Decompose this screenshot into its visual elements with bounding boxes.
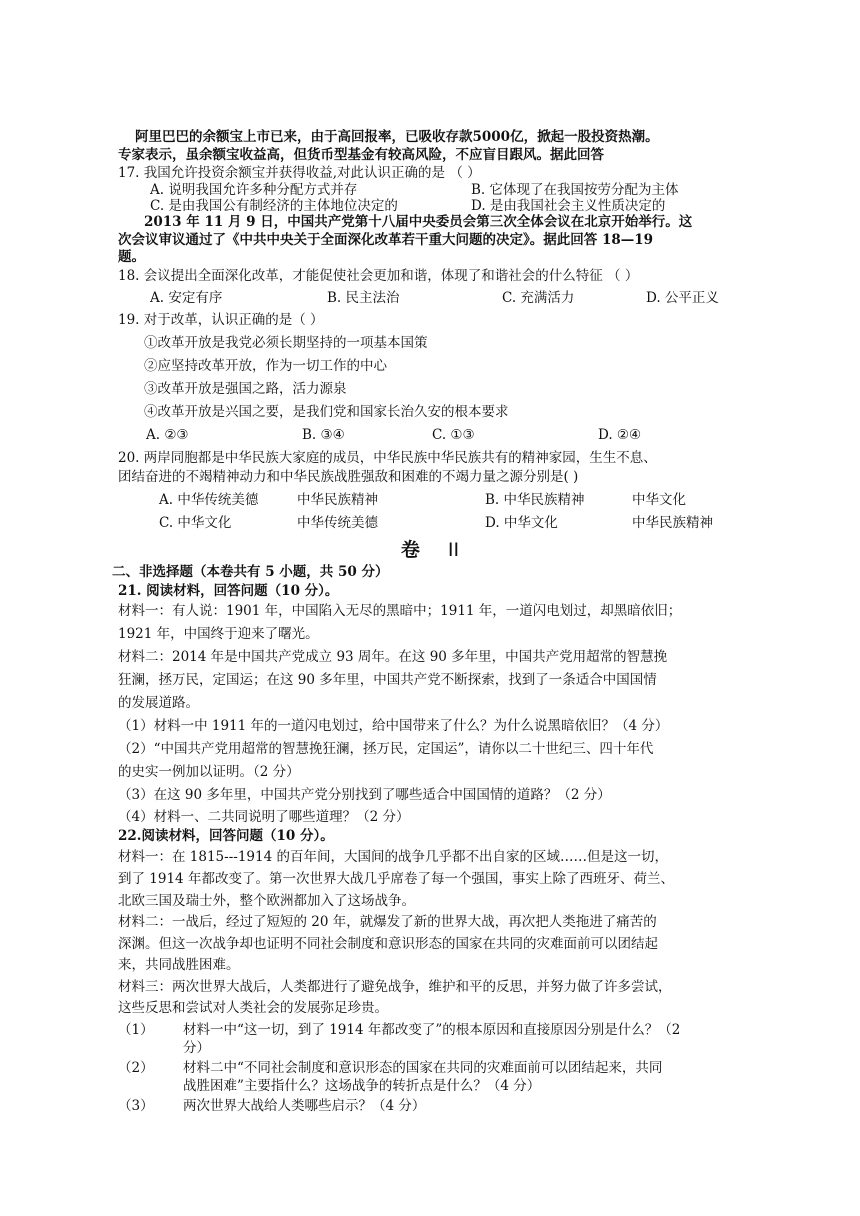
question-22-part-3-line-1: 两次世界大战给人类哪些启示？（4 分） xyxy=(183,1098,426,1114)
intro-passage-2-line-3: 题。 xyxy=(118,249,145,265)
question-21-part-3: （3）在这 90 多年里，中国共产党分别找到了哪些适合中国国情的道路？（2 分） xyxy=(118,787,611,803)
question-21-part-1: （1）材料一中 1911 年的一道闪电划过，给中国带来了什么？为什么说黑暗依旧？（4 分） xyxy=(118,718,669,734)
question-21-material-2-line-3: 的发展道路。 xyxy=(118,695,199,711)
intro-passage-1-line-1: 阿里巴巴的余额宝上市已来，由于高回报率，已吸收存款5000亿，掀起一股投资热潮。 xyxy=(135,129,659,145)
question-22-part-2-line-1: 材料二中“不同社会制度和意识形态的国家在共同的灾难面前可以团结起来，共同 xyxy=(183,1060,663,1076)
question-18-option-b: B. 民主法治 xyxy=(327,290,400,306)
question-19-option-d: D. ②④ xyxy=(598,427,642,443)
question-17-stem: 17. 我国允许投资余额宝并获得收益,对此认识正确的是 （ ） xyxy=(118,165,481,181)
question-18-option-a: A. 安定有序 xyxy=(150,290,223,306)
question-20-option-b-2: 中华文化 xyxy=(632,492,686,508)
question-17-option-d: D. 是由我国社会主义性质决定的 xyxy=(471,198,666,214)
question-21-material-1-line-1: 材料一：有人说：1901 年，中国陷入无尽的黑暗中；1911 年，一道闪电划过，却黑暗依旧； xyxy=(118,603,682,619)
question-19-statement-2: ②应坚持改革开放，作为一切工作的中心 xyxy=(144,358,387,374)
question-22-part-1-line-2: 分） xyxy=(183,1040,210,1056)
question-22-material-1-line-3: 北欧三国及瑞士外，整个欧洲都加入了这场战争。 xyxy=(118,893,415,909)
question-22-material-3-line-1: 材料三：两次世界大战后，人类都进行了避免战争，维护和平的反思，并努力做了许多尝试， xyxy=(118,979,672,995)
question-17-option-a: A. 说明我国允许多种分配方式并存 xyxy=(150,182,358,198)
question-21-title: 21. 阅读材料，回答问题（10 分）。 xyxy=(118,583,339,599)
question-21-part-2-line-2: 的史实一例加以证明。（2 分） xyxy=(118,764,300,780)
question-22-part-2-line-2: 战胜困难”主要指什么？这场战争的转折点是什么？（4 分） xyxy=(183,1078,541,1094)
question-19-option-b: B. ③④ xyxy=(302,427,345,443)
question-20-option-a-1: A. 中华传统美德 xyxy=(159,492,259,508)
question-17-option-c: C. 是由我国公有制经济的主体地位决定的 xyxy=(150,198,398,214)
question-20-option-c-2: 中华传统美德 xyxy=(297,515,378,531)
question-22-title: 22.阅读材料，回答问题（10 分）。 xyxy=(118,828,334,844)
question-21-part-2-line-1: （2）“中国共产党用超常的智慧挽狂澜，拯万民，定国运”，请你以二十世纪三、四十年代 xyxy=(118,741,654,757)
question-17-option-b: B. 它体现了在我国按劳分配为主体 xyxy=(471,182,679,198)
question-19-stem: 19. 对于改革，认识正确的是（ ） xyxy=(118,312,324,328)
question-22-material-2-line-2: 深渊。但这一次战争却也证明不同社会制度和意识形态的国家在共同的灾难面前可以团结起 xyxy=(118,936,658,952)
question-20-stem-line-1: 20. 两岸同胞都是中华民族大家庭的成员，中华民族中华民族共有的精神家园，生生不息、 xyxy=(118,450,657,466)
question-20-option-b-1: B. 中华民族精神 xyxy=(485,492,585,508)
question-20-option-c-1: C. 中华文化 xyxy=(159,515,232,531)
intro-passage-2-line-2: 次会议审议通过了《中共中央关于全面深化改革若干重大问题的决定》。据此回答 18—19 xyxy=(118,232,654,248)
question-22-part-2-number: （2） xyxy=(118,1060,154,1076)
question-18-option-c: C. 充满活力 xyxy=(502,290,575,306)
section-2-header: 二、非选择题（本卷共有 5 小题，共 50 分） xyxy=(112,564,389,580)
question-21-material-1-line-2: 1921 年，中国终于迎来了曙光。 xyxy=(118,626,319,642)
question-21-material-2-line-1: 材料二：2014 年是中国共产党成立 93 周年。在这 90 多年里，中国共产党用超常的智慧挽 xyxy=(118,649,668,665)
question-19-statement-4: ④改革开放是兴国之要，是我们党和国家长治久安的根本要求 xyxy=(144,404,509,420)
question-20-option-d-2: 中华民族精神 xyxy=(632,515,713,531)
question-22-material-2-line-1: 材料二：一战后，经过了短短的 20 年，就爆发了新的世界大战，再次把人类拖进了痛苦的 xyxy=(118,914,657,930)
section-2-title-a: 卷 xyxy=(400,539,420,561)
question-21-part-4: （4）材料一、二共同说明了哪些道理？（2 分） xyxy=(118,809,410,825)
intro-passage-1-line-2: 专家表示，虽余额宝收益高，但货币型基金有较高风险，不应盲目跟风。据此回答 xyxy=(118,147,604,163)
intro-passage-2-line-1: 2013 年 11 月 9 日，中国共产党第十八届中央委员会第三次全体会议在北京开始举行。这 xyxy=(144,214,693,230)
section-2-title-b: II xyxy=(447,539,460,561)
question-18-stem: 18. 会议提出全面深化改革，才能促使社会更加和谐，体现了和谐社会的什么特征 （ ） xyxy=(118,268,639,284)
question-22-part-1-line-1: 材料一中“这一切，到了 1914 年都改变了”的根本原因和直接原因分别是什么？（2 xyxy=(183,1022,681,1038)
question-20-option-a-2: 中华民族精神 xyxy=(297,492,378,508)
question-19-statement-1: ①改革开放是我党必须长期坚持的一项基本国策 xyxy=(144,335,428,351)
question-22-part-1-number: （1） xyxy=(118,1022,154,1038)
question-20-option-d-1: D. 中华文化 xyxy=(485,515,558,531)
question-22-material-1-line-1: 材料一：在 1815---1914 的百年间，大国间的战争几乎都不出自家的区域‥‥‥但是这一切， xyxy=(118,849,668,865)
question-19-option-a: A. ②③ xyxy=(146,427,189,443)
section-2-title xyxy=(0,538,860,562)
question-19-option-c: C. ①③ xyxy=(432,427,475,443)
question-19-statement-3: ③改革开放是强国之路，活力源泉 xyxy=(144,381,347,397)
question-22-material-2-line-3: 来，共同战胜困难。 xyxy=(118,957,240,973)
question-22-material-1-line-2: 到了 1914 年都改变了。第一次世界大战几乎席卷了每一个强国，事实上除了西班牙、荷兰、 xyxy=(118,871,674,887)
question-20-stem-line-2: 团结奋进的不竭精神动力和中华民族战胜强敌和困难的不竭力量之源分别是( ) xyxy=(118,469,579,485)
question-21-material-2-line-2: 狂澜，拯万民，定国运；在这 90 多年里，中国共产党不断探索，找到了一条适合中国国情 xyxy=(118,672,657,688)
question-22-part-3-number: （3） xyxy=(118,1098,154,1114)
question-22-material-3-line-2: 这些反思和尝试对人类社会的发展弥足珍贵。 xyxy=(118,1000,388,1016)
question-18-option-d: D. 公平正义 xyxy=(646,290,719,306)
